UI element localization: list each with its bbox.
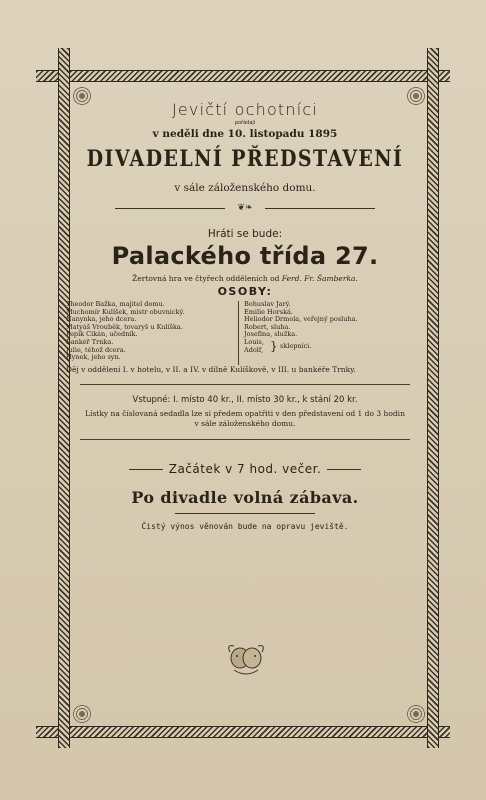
printer-imprint [210, 742, 280, 746]
brace-label: sklepníci. [280, 341, 312, 350]
right-border [427, 48, 439, 748]
org-name: Jevičtí ochotníci [171, 100, 319, 119]
play-subtitle-prefix: Žertovná hra ve čtyřech odděleních od [132, 274, 280, 283]
presents-line: pořádají [234, 120, 256, 126]
cast-right-column [244, 301, 424, 355]
dance-announcement: Po divadle volná zábava. [131, 488, 359, 507]
cherubs-illustration [226, 640, 266, 678]
cast-item: Heliodor Drmola, veřejný posluha. [244, 315, 358, 324]
event-date: v neděli dne 10. listopadu 1895 [152, 128, 338, 140]
poster-content [66, 100, 424, 531]
top-border [36, 70, 450, 82]
cast-item: Theodor Bažka, majitel domu. [66, 300, 165, 308]
cast-item: Hynek, jeho syn. [66, 353, 121, 362]
cast-left-column [66, 301, 226, 362]
ticket-note [66, 409, 424, 429]
cast-item: Robert, sluha. [244, 322, 291, 331]
brace-glyph: } [270, 338, 278, 353]
admission-prices: Vstupné: I. místo 40 kr., II. místo 30 kr., k stání 20 kr. [132, 395, 358, 405]
cast-item: Matyáš Vrouběk, tovaryš u Kulíška. [66, 322, 183, 331]
cast-item: Bankéř Trnka. [66, 337, 114, 346]
cast-item: Bohuslav Jarý. [244, 300, 291, 308]
scenes-note: Děj v oddělení I. v hotelu, v II. a IV. v dílně Kulíškově, v III. u bankéře Trnky. [66, 365, 356, 374]
cast-column-divider [238, 301, 239, 365]
corner-ornament-bottom-left [70, 702, 94, 726]
cast-item: Nanynka, jeho dcera. [66, 315, 137, 324]
flourish-right [327, 469, 361, 470]
cast-brace-group [244, 339, 424, 355]
divider-ornament: ❦❧ [115, 204, 375, 214]
cast-item: Pepík Cikán, učedník. [66, 330, 138, 339]
corner-ornament-bottom-right [404, 702, 428, 726]
event-venue: v sále záloženského domu. [174, 182, 316, 194]
cast-item: Josefina, služka. [244, 330, 298, 339]
cast-heading: OSOBY: [217, 285, 273, 298]
ticket-note-line-1: Lístky na číslovaná sedadla lze si předem opatřiti v den představení od 1 do 3 hodin [85, 409, 405, 418]
cast-item: Louis, [244, 337, 264, 346]
play-author: Ferd. Fr. Šamberka. [281, 274, 358, 283]
cast-item: Emilie Horská. [244, 307, 293, 316]
play-intro: Hráti se bude: [207, 228, 283, 240]
short-rule [175, 513, 315, 514]
ticket-note-line-2: v sále záloženského domu. [194, 419, 296, 428]
cast-item: Julie, téhož dcera. [66, 345, 126, 354]
cast-item: Muchomír Kulíšek, mistr obuvnický. [66, 307, 185, 316]
event-title: DIVADELNÍ PŘEDSTAVENÍ [86, 145, 404, 173]
start-time-text: Začátek v 7 hod. večer. [168, 462, 322, 476]
flourish-left [129, 469, 163, 470]
proceeds-note: Čistý výnos věnován bude na opravu jeviště. [141, 522, 349, 531]
section-rule [80, 439, 410, 440]
bottom-border [36, 726, 450, 738]
cast-list [66, 301, 424, 387]
play-subtitle [66, 274, 424, 283]
play-title: Palackého třída 27. [111, 242, 379, 270]
start-time [66, 462, 424, 476]
cast-item: Adolf, [244, 345, 264, 354]
